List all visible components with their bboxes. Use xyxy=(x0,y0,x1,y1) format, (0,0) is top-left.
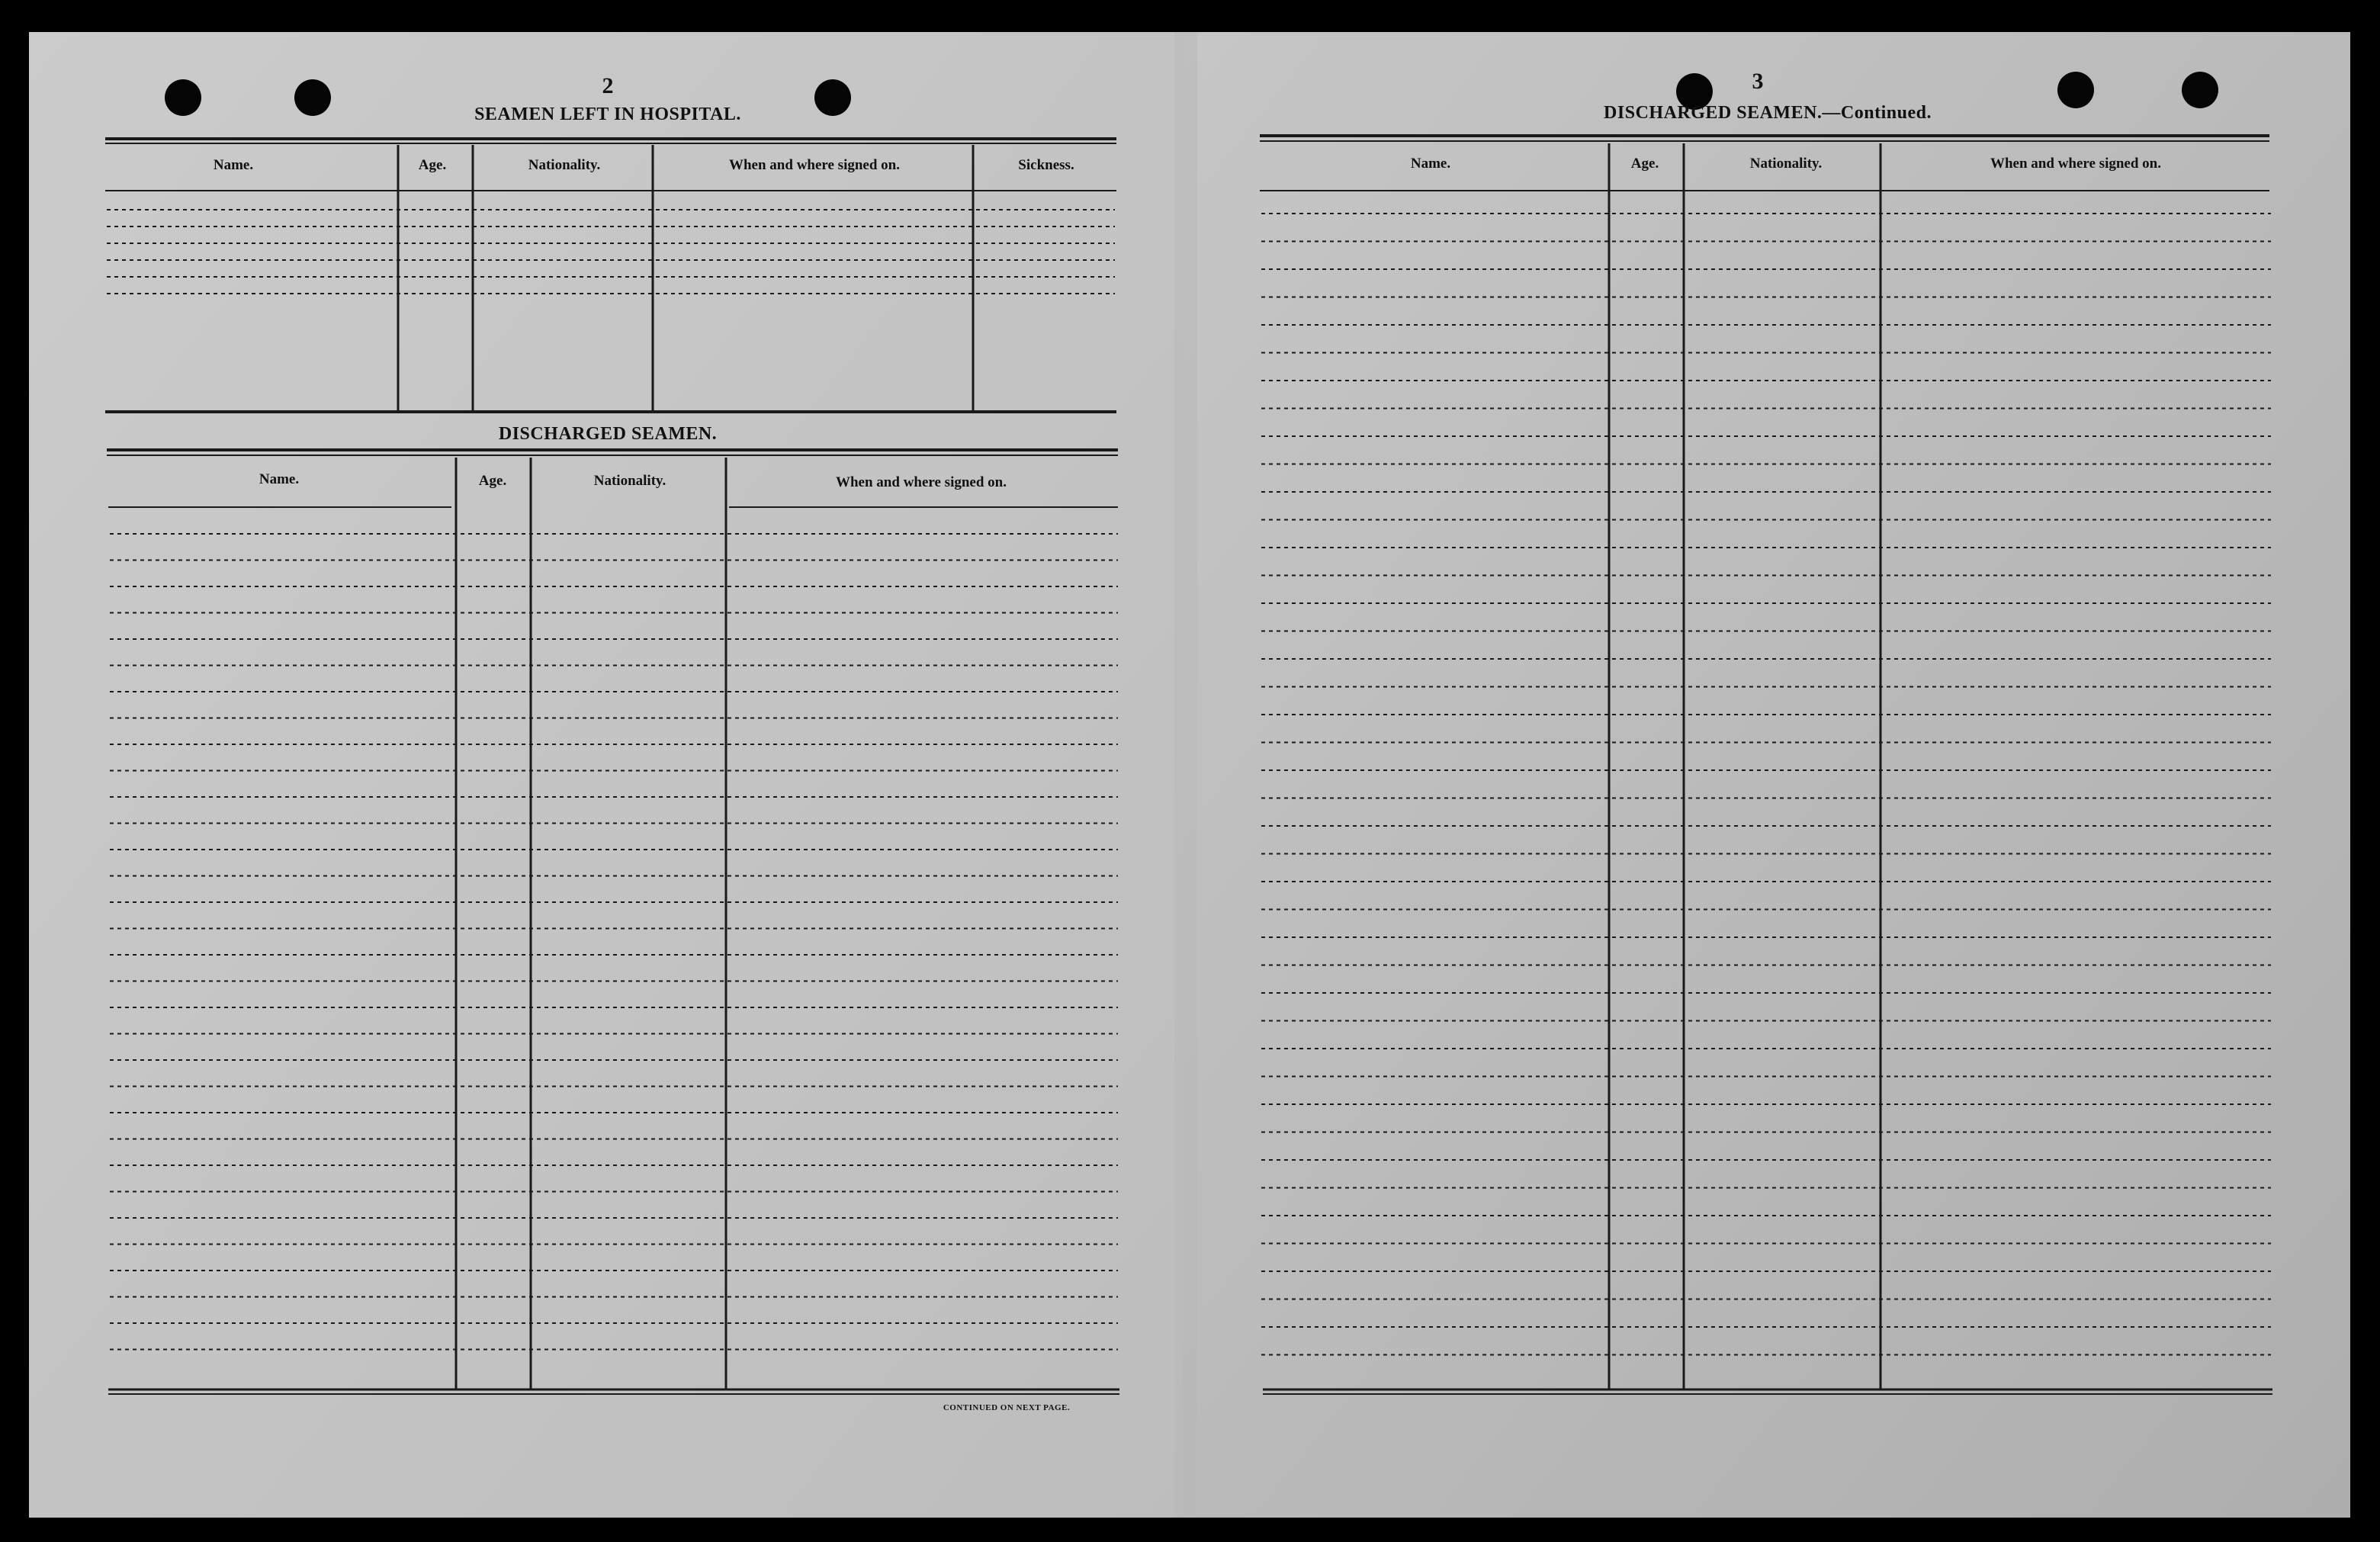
continued-col-nationality: Nationality. xyxy=(1749,156,1823,172)
right-page-sheet xyxy=(1182,32,2350,1518)
discharged-col-signed-on: When and where signed on. xyxy=(835,474,1007,490)
section-title-discharged-continued: DISCHARGED SEAMEN.—Continued. xyxy=(1604,103,1932,123)
section-title-hospital: SEAMEN LEFT IN HOSPITAL. xyxy=(474,104,741,124)
discharged-col-age: Age. xyxy=(478,473,507,489)
continued-col-signed-on: When and where signed on. xyxy=(1990,156,2162,172)
hospital-col-sickness: Sickness. xyxy=(1018,157,1074,173)
discharged-col-nationality: Nationality. xyxy=(593,473,666,489)
continued-on-next-page-note: CONTINUED ON NEXT PAGE. xyxy=(943,1403,1071,1412)
page-number-right: 3 xyxy=(1752,69,1764,94)
continued-col-age: Age. xyxy=(1630,156,1659,172)
punch-hole xyxy=(814,79,851,116)
punch-hole xyxy=(294,79,331,116)
hospital-col-name: Name. xyxy=(213,157,254,173)
hospital-col-age: Age. xyxy=(418,157,447,173)
hospital-col-signed-on: When and where signed on. xyxy=(728,157,901,173)
punch-hole xyxy=(2182,72,2218,108)
hospital-col-nationality: Nationality. xyxy=(528,157,601,173)
continued-col-name: Name. xyxy=(1410,156,1451,172)
left-page-sheet xyxy=(29,32,1196,1518)
punch-hole xyxy=(165,79,201,116)
page-number: 2 xyxy=(602,73,614,98)
punch-hole xyxy=(2057,72,2094,108)
discharged-col-name: Name. xyxy=(259,471,300,487)
section-title-discharged: DISCHARGED SEAMEN. xyxy=(498,424,718,444)
